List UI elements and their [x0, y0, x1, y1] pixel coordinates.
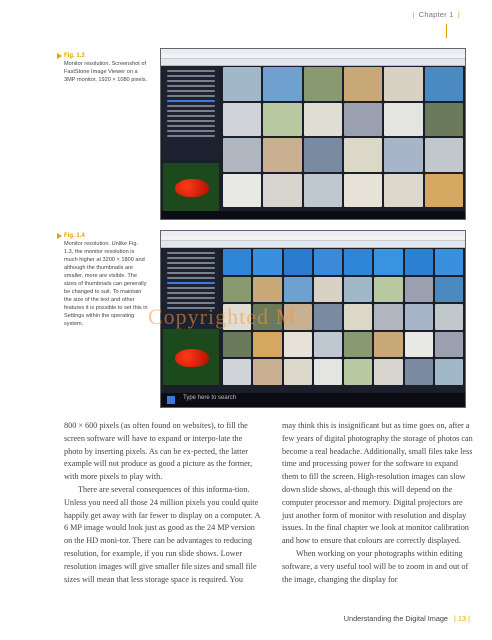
image-preview	[163, 163, 219, 211]
folder-tree	[163, 67, 219, 159]
os-taskbar	[161, 393, 465, 407]
figure-caption-text: Monitor resolution. Screenshot of FastStone Image Viewer on a 3MP monitor, 1920 × 1080 pixels.	[64, 61, 148, 83]
figure-label: Fig. 1.3	[64, 53, 85, 59]
figure-caption-text: Monitor resolution. Unlike Fig. 1.3, the monitor resolution is much higher at 3200 × 1800 and although the thumbnails are smaller, more are visible. The sizes of thumbnails can generally be changed to suit. To maintain the size of the text and other features it is possible to set this in Settings within the operating system.	[64, 241, 148, 327]
paragraph: 800 × 600 pixels (as often found on websites), to fill the screen software will have to expand or interpo-late the photo by inserting pixels. As can be ex-pected, the latter example will not produce as good a picture as the former, with more pixels to play with.	[64, 421, 253, 482]
footer-section: Understanding the Digital Image	[343, 614, 448, 623]
paragraph: When working on your photographs within editing software, a very useful tool will be to zoom in and out of the image, changing the display for	[282, 548, 469, 584]
tool-bar	[161, 241, 465, 248]
image-preview	[163, 329, 219, 385]
triangle-marker-icon	[57, 233, 62, 239]
paragraph: There are several consequences of this informa-tion. Unless you need all those 24 million pixels you could quite happily get away with far fewer to display on a computer. A 6 MP image would look just as good as the 24 MP version on the HD moni-tor. There can be advantages to reducing resolution, for example, if you run slide shows. Lower resolution images will give smaller file sizes and small file sizes will mean that less storage space is required. You	[64, 484, 260, 584]
tool-bar	[161, 59, 465, 66]
figure-label: Fig. 1.4	[64, 233, 85, 239]
taskbar-search-box: Type here to search	[183, 395, 237, 401]
frog-image	[175, 349, 209, 367]
page-number: 13	[457, 614, 467, 623]
thumbnail-grid	[223, 67, 463, 207]
frog-image	[175, 179, 209, 197]
watermark: Copyrighted M	[148, 304, 297, 329]
windows-start-icon	[167, 396, 175, 404]
screenshot-fig-1-3	[160, 48, 466, 220]
body-column-right	[282, 420, 474, 586]
body-column-left	[64, 420, 262, 586]
triangle-marker-icon	[57, 53, 62, 59]
os-taskbar	[161, 211, 465, 219]
running-header: | Chapter 1 |	[412, 10, 460, 19]
header-rule	[446, 24, 447, 38]
paragraph: may think this is insignificant but as time goes on, after a few years of digital photography the storage of photos can become a real headache. Additionally, small files take less time and processing power for the software to expand them to fill the screen. High-resolution images can slow down slide shows, al-though this will depend on the computer processor and memory. Digital projectors are just another form of monitor with resolution and display issues. In the final chapter we look at monitor calibration and how to ensure that colours are correctly displayed.	[282, 421, 473, 546]
figure-caption-1-4	[64, 232, 148, 328]
page-footer: Understanding the Digital Image | 13 |	[343, 614, 470, 623]
figure-caption-1-3	[64, 52, 148, 84]
chapter-label: Chapter 1	[418, 10, 454, 19]
